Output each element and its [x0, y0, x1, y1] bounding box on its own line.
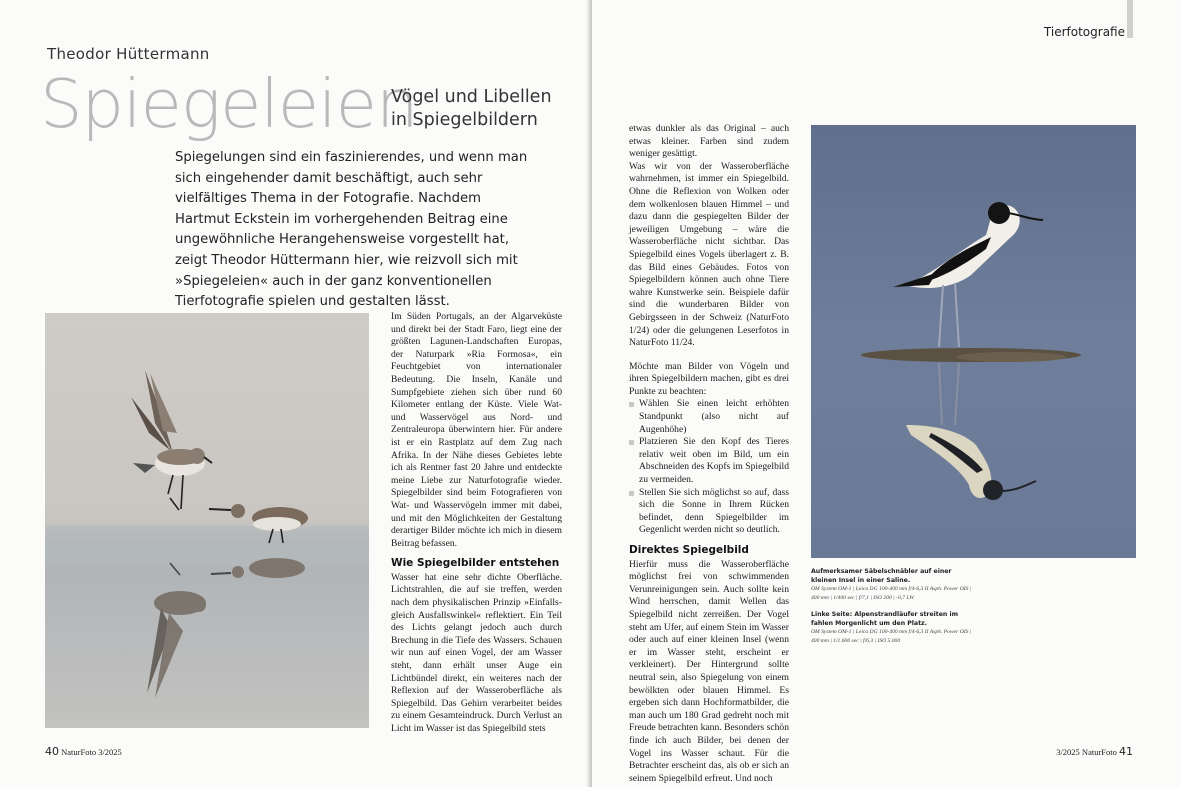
body-paragraph: Hierfür muss die Wasseroberfläche möglichst frei von schwimmenden Verunreinigungen sein. Auch sollte kein Wind herrschen, damit Wellen das Spiegelbild nicht zerreißen. Der Vogel steht am Ufer, auf einem Stein im Wasser oder auch auf einer kleinen Insel (wenn er im Wasser steht, erscheint er verkleinert). Der Hintergrund sollte neutral sein, also Spiegelung von einem bewölkten oder blauen Himmel. Es ergeben sich dann Hochformatbilder, die man auch um 180 Grad gedreht noch mit Freude betrachten kann. Besonders schön finde ich auch Bilder, bei denen der Vogel ins Wasser schaut. Für die Betrachter erscheint das, als ob er sich an seinem Spiegelbild erfreut. Und noch: [629, 558, 789, 784]
body-paragraph: Wasser hat eine sehr dichte Oberfläche. Lichtstrahlen, die auf sie treffen, werden nach dem physikalischen Prinzip »Einfalls- gleich Ausfallswinkel« reflektiert. Ein Teil des Lichts gelangt jedoch auch durch Brechung in die Tiefe des Wassers. Schauen wir nun auf einen Vogel, der am Wasser steht, dann erhält unser Auge ein Lichtbündel direkt, ein weiteres nach der Reflexion auf der Wasseroberfläche als Spiegelbild. Das Gehirn verarbeitet beides zu einem Gesamteindruck. Durch Verlust an Licht im Wasser ist das Spiegelbild stets: [391, 571, 562, 734]
list-item: Stellen Sie sich möglichst so auf, dass sich die Sonne in Ihrem Rücken befindet, denn Spiegelbilder im Gegenlicht werden nicht so deutlich.: [629, 487, 789, 537]
left-page: [0, 0, 590, 787]
caption-title: Aufmerksamer Säbelschnäbler auf einer kleinen Insel in einer Saline.: [811, 568, 952, 584]
list-item: Platzieren Sie den Kopf des Tieres relativ weit oben im Bild, um ein Abschneiden des Kopfs im Spiegelbild zu vermeiden.: [629, 436, 789, 486]
article-subtitle: [391, 86, 552, 132]
avocet-photo-image: [811, 125, 1136, 558]
body-paragraph: etwas dunkler als das Original – auch etwas kleiner. Farben sind zudem weniger gesättigt.: [629, 123, 789, 160]
body-column-left: [391, 311, 562, 736]
tips-list: [629, 398, 789, 537]
page-number: 40: [45, 745, 59, 758]
author-name: Theodor Hüttermann: [47, 45, 210, 63]
subtitle-line-1: Vögel und Libellen: [391, 87, 552, 107]
list-item: Wählen Sie einen leicht erhöhten Standpunkt (also nicht auf Augenhöhe): [629, 398, 789, 436]
caption-title: Linke Seite: Alpenstrandläufer streiten im fahlen Morgenlicht um den Platz.: [811, 611, 959, 627]
body-paragraph: Was wir von der Wasseroberfläche wahrnehmen, ist immer ein Spiegelbild. Ohne die Reflexion von Wolken oder dem wolkenlosen blauen Himmel – und dazu dann die gespiegelten Bilder der jeweiligen Umgebung – wäre die Wasseroberfläche nicht sichtbar. Das Spiegelbild eines Vogels überlagert z. B. das Bild eines Gebäudes. Fotos von Spiegelbildern können auch ohne Tiere wahre Kunstwerke sein. Beispiele dafür sind die wunderbaren Bilder von Gebirgsseen in der Schweiz (NaturFoto 1/24) oder die gelungenen Leserfotos in NaturFoto 11/24.: [629, 160, 789, 349]
body-paragraph: Möchte man Bilder von Vögeln und ihren Spiegelbildern machen, gibt es drei Punkte zu beachten:: [629, 360, 789, 397]
section-marker-bar: [1127, 0, 1133, 38]
page-number: 41: [1119, 745, 1133, 758]
page-folio-left: [45, 745, 122, 758]
right-page: [592, 0, 1181, 787]
photo-caption-1: [811, 567, 976, 603]
section-label: Tierfotografie: [1043, 25, 1125, 39]
body-column-right: [629, 123, 789, 785]
magazine-issue: 3/2025 NaturFoto: [1056, 747, 1117, 757]
page-folio-right: [1056, 745, 1133, 758]
section-heading: Wie Spiegelbilder entstehen: [391, 557, 560, 570]
caption-metadata: OM System OM-1 | Leica DG 100-400 mm f/4-6,3 II Asph. Power OIS | 400 mm | 1/400 sec | f/7,1 | ISO 200 | -0,7 LW: [811, 586, 972, 601]
subtitle-line-2: in Spiegelbildern: [391, 110, 538, 130]
dunlin-photo-image: [45, 313, 369, 728]
avocet-photo: [811, 125, 1136, 558]
photo-caption-2: [811, 610, 976, 646]
dunlin-photo: [45, 313, 369, 728]
magazine-issue: NaturFoto 3/2025: [61, 747, 122, 757]
caption-metadata: OM System OM-1 | Leica DG 100-400 mm f/4-6,3 II Asph. Power OIS | 400 mm | 1/1.600 sec | f/6,3 | ISO 5.000: [811, 629, 972, 644]
section-heading: Direktes Spiegelbild: [629, 544, 749, 556]
body-paragraph: Im Süden Portugals, an der Algarveküste und direkt bei der Stadt Faro, liegt eine der größten Lagunen-Landschaften Europas, der Naturpark »Ria Formosa«, ein Feuchtgebiet von internationaler Bedeutung. Die Inseln, Kanäle und Sumpfgebiete ziehen sich über rund 60 Kilometer entlang der Küste. Viele Wat- und Wasservögel aus Nord- und Zentraleuropa überwintern hier. Für andere ist er ein Rastplatz auf dem Zug nach Afrika. In der Nähe dieses Gebietes lebte ich als Rentner fast 20 Jahre und entdeckte meine Liebe zur Naturfotografie wieder. Spiegelbilder sind beim Fotografieren von Wat- und Wasservögeln immer mit dabei, und mit den Möglichkeiten der Gestaltung derartiger Bilder möchte ich mich in diesem Beitrag befassen.: [391, 311, 562, 549]
lead-paragraph: Spiegelungen sind ein faszinierendes, und wenn man sich eingehender damit beschäftigt, auch sehr vielfältiges Thema in der Fotografie. Nachdem Hartmut Eckstein im vorhergehenden Beitrag eine ungewöhnliche Herangehensweise vorgestellt hat, zeigt Theodor Hüttermann hier, wie reizvoll sich mit »Spiegeleien« auch in der ganz konventionellen Tierfotografie spielen und gestalten lässt.: [175, 150, 528, 310]
article-title: Spiegeleien: [40, 65, 418, 143]
